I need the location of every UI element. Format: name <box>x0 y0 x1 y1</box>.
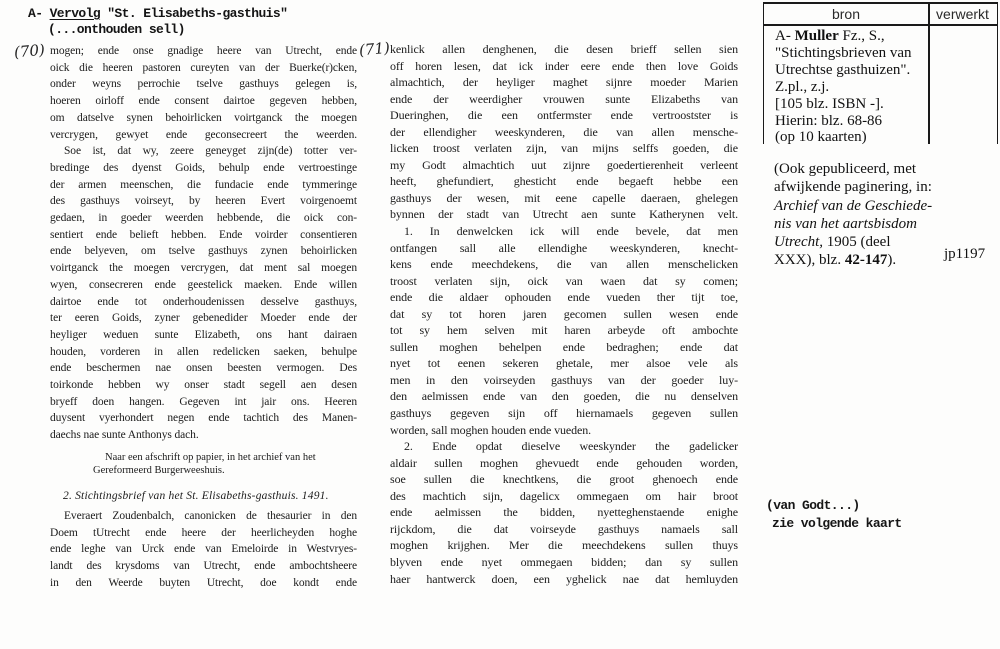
text-line: tot sy hem selven mit haren arbeyde oft ambochte <box>390 323 738 338</box>
text-line: heyliger weduen sunte Elizabeth, ons hant dairaen <box>50 328 357 341</box>
entry-author: Muller <box>794 28 839 44</box>
text-line: Naar een afschrift op papier, in het archief van het <box>105 451 316 463</box>
text-line: sentiert ende belieft hebben. Ende voirder consentieren <box>50 228 357 241</box>
text-line: Doem tUtrecht ende heere der heerlicheyden hoghe <box>50 526 357 539</box>
entry-author-suffix: Fz., S., <box>838 28 885 44</box>
folio-note-left: (70) <box>13 40 46 62</box>
catalogue-card-table <box>763 2 998 144</box>
text-line: der ellendigher weeskynderen, die van allen mensche- <box>390 124 738 139</box>
entry-line: [105 blz. ISBN -]. <box>775 95 884 112</box>
page-header-title-underlined: Vervolg <box>49 6 101 21</box>
text-line: 2. Ende opdat dieselve weeskynder the gadelicker <box>404 439 738 454</box>
text-line: mogen; ende onse gnadige heere van Utrecht, ende <box>50 45 357 57</box>
middle-paragraph-2 <box>390 223 738 438</box>
text-line: rijckdom, die dat voirseyde gasthuys namaels sall <box>390 521 738 536</box>
note-line: (Ook gepubliceerd, met <box>774 161 917 177</box>
note-line: afwijkende paginering, in: <box>774 179 932 196</box>
catalogue-card-header-row <box>764 4 997 26</box>
entry-line: Utrechtse gasthuizen". <box>775 61 911 78</box>
text-line: des gasthuys voirseyt, by heeren Evert voirgenoemt <box>50 195 357 208</box>
text-line: des machtich sijn, dagelicx ommegaen om hair broot <box>390 488 738 503</box>
entry-line <box>775 28 925 45</box>
column-divider-line <box>928 4 930 144</box>
text-line: gedaen, in goeder weerden hebbende, die oick con- <box>50 212 357 225</box>
text-line: om datselve synen behoirlicken voirtganck the moegen <box>50 111 357 124</box>
text-line: Everaert Zoudenbalch, canonicken de thesaurier in den <box>64 509 357 522</box>
text-line: dairtoe ende tot onderhoudenissen desselve gasthuys, <box>50 295 357 308</box>
note-line-italic: Archief van de Geschiede- <box>774 197 933 214</box>
entry-line: "Stichtingsbrieven van <box>775 44 912 61</box>
column-header-verwerkt: verwerkt <box>936 6 989 22</box>
text-line: kens ende meechdekens, die van allen menschelicken <box>390 257 738 272</box>
text-line: heeft, ghefundiert, ghesticht ende begaeft hebbe een <box>390 174 738 189</box>
text-line: ende der weerdigher vrouwen sunte Elizabeths van <box>390 91 738 106</box>
text-line: 1. In denwelcken ick will ende bevele, dat men <box>404 224 738 239</box>
text-line: Gereformeerd Burgerweeshuis. <box>93 464 225 476</box>
text-line: ende aelmissen the bidden, nyetteghenstaende enighe <box>390 505 738 520</box>
text-line: bredinge des dyenst Goids, behulp ende vertroestinge <box>50 161 357 174</box>
text-line: hoeren oirloff ende consent dairtoe gegeven hebben, <box>50 95 357 108</box>
left-paragraph-3 <box>50 508 357 592</box>
text-line: onder weyns perrochie tselve gasthuys gelegen is, <box>50 78 357 91</box>
text-line: bynnen der stadt van Utrecht aen sunte Katherynen velt. <box>390 207 738 222</box>
text-line: ende belyeven, om tselve gasthuys zynen behoirlicken <box>50 245 357 258</box>
left-paragraph-2 <box>50 143 357 444</box>
page-header-subtitle: (...onthouden sell) <box>48 22 185 37</box>
bibliography-entry <box>775 28 925 146</box>
text-line: ende leghe van Urck ende van Emeloirde in Westvryes- <box>50 543 357 556</box>
text-line: blyven ende nyet ommegaen bidden; dan sy sullen <box>390 554 738 569</box>
continuation-note-line2: zie volgende kaart <box>772 515 902 531</box>
text-line: moghen krijghen. Mer die meechdekens sullen thuys <box>390 538 738 553</box>
text-line: ter eeren Goids, zyner gebenedider Moeder ende der <box>50 312 357 325</box>
text-line: dat sy tot horen jaren gecomen sullen wesen ende <box>390 306 738 321</box>
page-header-title-rest: "St. Elisabeths-gasthuis" <box>100 6 288 21</box>
entry-line: (op 10 kaarten) <box>775 129 867 146</box>
entry-line: Hierin: blz. 68-86 <box>775 112 883 129</box>
text-line: troost verlaten sijn, oick van waen dat sy comen; <box>390 273 738 288</box>
text-line: den aelmissen ende van den goeden, die nu denselven <box>390 389 738 404</box>
text-line: ontfangen sall alle ellendighe weeskynderen, knecht- <box>390 240 738 255</box>
text-line: sullen moghen behelpen ende bedraghen; ende dat <box>390 339 738 354</box>
card-code: jp1197 <box>944 246 986 262</box>
entry-line: Z.pl., z.j. <box>775 78 830 95</box>
text-line: in den Weerde buyten Utrecht, doe kondt ende <box>50 576 357 589</box>
text-line: Dueringhen, die een ontfermster ende vertroostster is <box>390 108 738 123</box>
note-year: 1905 (deel <box>823 234 891 251</box>
left-paragraph-1 <box>50 43 357 143</box>
text-line: almachtich, der heyliger maghet sijnre moeder Marien <box>390 75 738 90</box>
text-line: worden, sall moghen houden ende vueden. <box>390 422 592 437</box>
text-line: toirkonde hebben wy onser stadt segell aen desen <box>50 379 357 392</box>
text-line: ende die aldaer ophouden ende vueden ther tijt toe, <box>390 290 738 305</box>
column-header-bron: bron <box>831 6 861 22</box>
text-line: oick die heeren pastoren cureyten van der Buerke(r)cken, <box>50 61 357 74</box>
text-line: vercrygen, gewyet ende geconsecreert the weerden. <box>50 128 357 141</box>
note-pages-bold: 42-147 <box>844 252 888 269</box>
text-line: haer hantwerck doen, een yghelick nae dat hemluyden <box>390 571 738 586</box>
text-line: kenlick allen denghenen, die desen brieff sellen sien <box>390 42 738 56</box>
text-line: daechs nae sunte Anthonys dach. <box>50 429 199 442</box>
note-close: ). <box>887 252 897 269</box>
text-line: der armen meenschen, die fundacie ende tymmeringe <box>50 178 357 191</box>
text-line: soe sullen die knechtkens, die groot ghenoech ende <box>390 472 738 487</box>
note-journal-title: Utrecht, <box>774 234 824 251</box>
text-line: bryeff doen hangen. Gegeven int jair ons. Heeren <box>50 395 357 408</box>
continuation-note <box>766 497 902 532</box>
text-line: wyen, consecreren ende geestelick maeken. Ende willen <box>50 278 357 291</box>
middle-paragraph-1 <box>390 41 738 223</box>
middle-paragraph-3 <box>390 438 738 587</box>
text-line: duysent vyerhondert negen ende tachtich des Manen- <box>50 412 357 425</box>
text-line: Soe ist, dat wy, zeere geneyget zijn(de) totter ver- <box>64 145 357 158</box>
left-text-column <box>50 43 357 591</box>
folio-note-middle: (71) <box>358 38 391 60</box>
page-header <box>28 6 287 38</box>
text-line: ende beschermen nae onsen beesten vermogen. Des <box>50 362 357 375</box>
text-line: landt des krysdoms van Utrecht, ende ambochtsheere <box>50 559 357 572</box>
middle-text-column <box>390 41 738 587</box>
page-header-prefix: A- <box>28 6 50 21</box>
text-line: nyet tot eenen sekeren ghetale, mer alsoe vele als <box>390 356 738 371</box>
text-line: licken troost verlaten zijn, van mijns selffs goeden, die <box>390 141 738 156</box>
continuation-note-line1: (van Godt...) <box>766 498 860 513</box>
text-line: men in den voirseyden gasthuys van der goeder luy- <box>390 372 738 387</box>
entry-prefix: A- <box>775 28 795 44</box>
page-header-title-line <box>28 6 287 22</box>
text-line: houden, vorderen in allen redelicken saeken, behulpe <box>50 345 357 358</box>
text-line: my Godt almachtich uut zijnre goedertierenheit verleent <box>390 157 738 172</box>
section-heading: 2. Stichtingsbrief van het St. Elisabeths-gasthuis. 1491. <box>63 489 329 502</box>
note-line-italic: nis van het aartsbisdom <box>774 215 917 232</box>
text-line: gasthuys der wesen, mit eene capelle daeraen, ghelegen <box>390 190 738 205</box>
source-caption <box>93 451 357 477</box>
note-volume: XXX), blz. <box>774 252 845 269</box>
text-line: gasthuys gegeven sijn off hiernamaels gegeven sullen <box>390 406 738 421</box>
text-line: voirtganck the moegen vercrygen, dat ment sal moegen <box>50 262 357 275</box>
text-line: aldair sullen moghen ghevuedt ende gehouden worden, <box>390 455 738 470</box>
text-line: off horen lesen, dat ick inder eere ende then love Goids <box>390 58 738 73</box>
